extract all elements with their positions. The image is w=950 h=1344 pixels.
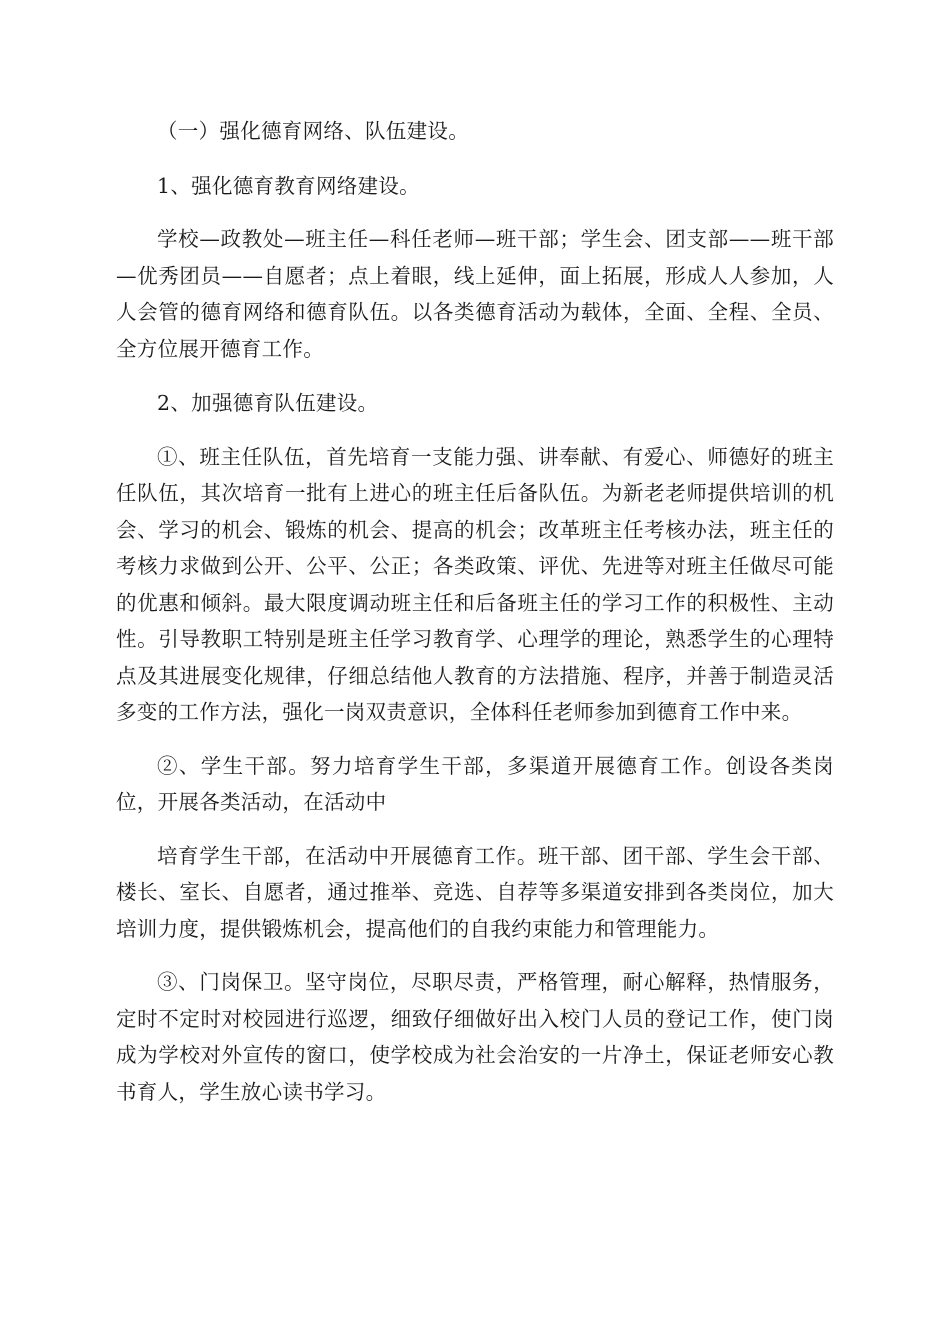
paragraph-student-cadres: ②、学生干部。努力培育学生干部，多渠道开展德育工作。创设各类岗位，开展各类活动，在活动中 [116, 753, 834, 814]
paragraph-student-cadres-continued: 培育学生干部，在活动中开展德育工作。班干部、团干部、学生会干部、楼长、室长、自愿者，通过推举、竞选、自荐等多渠道安排到各类岗位，加大培训力度，提供锻炼机会，提高他们的自我约束能力和管理能力。 [116, 843, 834, 941]
paragraph-network: 学校—政教处—班主任—科任老师—班干部；学生会、团支部——班干部—优秀团员——自愿者；点上着眼，线上延伸，面上拓展，形成人人参加，人人会管的德育网络和德育队伍。以各类德育活动为载体，全面、全程、全员、全方位展开德育工作。 [116, 227, 834, 361]
paragraph-gate-security: ③、门岗保卫。坚守岗位，尽职尽责，严格管理，耐心解释，热情服务，定时不定时对校园进行巡逻，细致仔细做好出入校门人员的登记工作，使门岗成为学校对外宣传的窗口，使学校成为社会治安的一片净土，保证老师安心教书育人，学生放心读书学习。 [116, 970, 834, 1104]
subsection-heading-team: 2、加强德育队伍建设。 [157, 391, 379, 415]
section-heading: （一）强化德育网络、队伍建设。 [157, 119, 469, 143]
paragraph-head-teachers: ①、班主任队伍，首先培育一支能力强、讲奉献、有爱心、师德好的班主任队伍，其次培育一批有上进心的班主任后备队伍。为新老老师提供培训的机会、学习的机会、锻炼的机会、提高的机会；改革班主任考核办法，班主任的考核力求做到公开、公平、公正；各类政策、评优、先进等对班主任做尽可能的优惠和倾斜。最大限度调动班主任和后备班主任的学习工作的积极性、主动性。引导教职工特别是班主任学习教育学、心理学的理论，熟悉学生的心理特点及其进展变化规律，仔细总结他人教育的方法措施、程序，并善于制造灵活多变的工作方法，强化一岗双责意识，全体科任老师参加到德育工作中来。 [116, 444, 834, 724]
document-page [116, 113, 834, 1110]
subsection-heading-network: 1、强化德育教育网络建设。 [157, 173, 420, 198]
